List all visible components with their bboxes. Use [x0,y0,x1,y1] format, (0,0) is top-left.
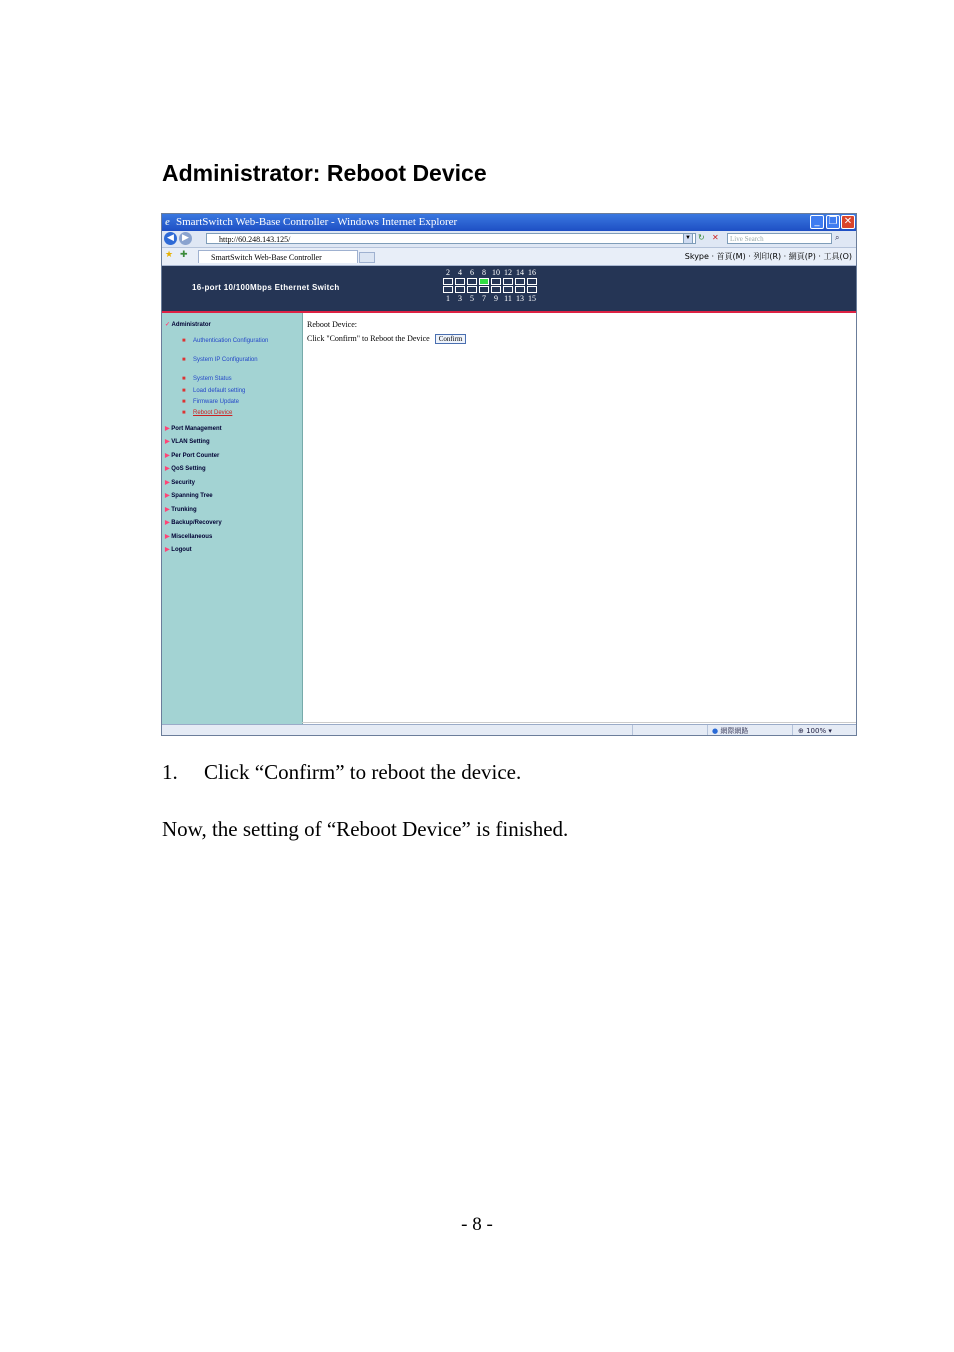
banner-title: 16-port 10/100Mbps Ethernet Switch [192,283,340,292]
arrow-icon: ▶ [165,547,170,553]
port-number: 11 [504,294,512,303]
port-number: 1 [446,294,450,303]
port-icon [503,278,513,285]
port-number: 3 [458,294,462,303]
sidebar-section-logout[interactable]: ▶ Logout [165,547,192,553]
bottom-port-row [442,286,538,293]
page-heading: Administrator: Reboot Device [162,160,487,186]
arrow-icon: ▶ [165,520,170,526]
maximize-button[interactable]: ❐ [826,215,840,229]
close-button[interactable]: ✕ [841,215,855,229]
new-tab-button[interactable] [359,252,375,263]
bullet-icon: ■ [182,357,186,363]
zoom-level[interactable]: ⊕ 100% ▾ [798,727,832,735]
browser-tab[interactable]: SmartSwitch Web-Base Controller [198,250,358,263]
stop-icon[interactable]: ✕ [712,233,719,242]
port-number: 2 [446,268,450,277]
favorites-star-icon[interactable]: ★ [165,250,174,260]
arrow-icon: ▶ [165,453,170,459]
top-port-row [442,278,538,285]
sidebar-section-miscellaneous[interactable]: ▶ Miscellaneous [165,534,213,540]
sidebar-item-reboot-device[interactable]: ■ Reboot Device [182,410,233,416]
refresh-icon[interactable]: ↻ [698,233,705,242]
ie-icon: e [165,216,170,228]
bottom-port-numbers [442,294,538,303]
address-input[interactable]: http://60.248.143.125/ [206,233,696,244]
port-icon [527,286,537,293]
status-divider [632,725,633,736]
port-number: 15 [528,294,536,303]
step-text: Click “Confirm” to reboot the device. [204,760,522,784]
arrow-icon: ▶ [165,507,170,513]
port-number: 5 [470,294,474,303]
sidebar-section-per-port-counter[interactable]: ▶ Per Port Counter [165,453,220,459]
port-number: 16 [528,268,536,277]
back-button[interactable]: ◀ [164,232,177,245]
page-number: - 8 - [461,1214,493,1235]
bullet-icon: ■ [182,376,186,382]
forward-button[interactable]: ▶ [179,232,192,245]
port-icon [503,286,513,293]
check-icon: ✓ [165,322,171,328]
reboot-instruction: Click "Confirm" to Reboot the Device [307,334,430,343]
window-titlebar [162,214,856,231]
port-icon [455,286,465,293]
port-icon [491,278,501,285]
sidebar-section-vlan[interactable]: ▶ VLAN Setting [165,439,210,445]
port-icon [527,278,537,285]
bullet-icon: ■ [182,410,186,416]
port-icon [443,278,453,285]
tab-bar [162,248,856,266]
port-icon [491,286,501,293]
top-port-numbers [442,268,538,277]
port-number: 14 [516,268,524,277]
sidebar-item-load-default[interactable]: ■ Load default setting [182,388,246,394]
arrow-icon: ▶ [165,493,170,499]
command-bar[interactable]: Skype · 首頁(M) · 列印(R) · 網頁(P) · 工具(O) [684,252,852,261]
content-title: Reboot Device: [307,320,357,329]
sidebar [162,313,303,724]
sidebar-section-spanning-tree[interactable]: ▶ Spanning Tree [165,493,213,499]
port-icon [515,286,525,293]
bullet-icon: ■ [182,388,186,394]
sidebar-section-port-management[interactable]: ▶ Port Management [165,426,222,432]
search-input[interactable]: Live Search [727,233,832,244]
port-icon [479,286,489,293]
port-icon [467,278,477,285]
sidebar-item-system-ip[interactable]: ■ System IP Configuration [182,357,258,363]
minimize-button[interactable]: _ [810,215,824,229]
status-bar [162,724,856,736]
address-bar-row [162,231,856,248]
port-number: 10 [492,268,500,277]
address-dropdown-icon[interactable]: ▼ [683,233,693,244]
port-number: 6 [470,268,474,277]
sidebar-item-firmware-update[interactable]: ■ Firmware Update [182,399,240,405]
reboot-instruction-line [307,334,466,344]
port-number: 9 [494,294,498,303]
arrow-icon: ▶ [165,534,170,540]
port-panel [442,268,538,303]
bullet-icon: ■ [182,338,186,344]
browser-screenshot [161,213,857,736]
port-number: 8 [482,268,486,277]
sidebar-section-security[interactable]: ▶ Security [165,480,195,486]
port-icon [515,278,525,285]
arrow-icon: ▶ [165,480,170,486]
completion-note: Now, the setting of “Reboot Device” is finished. [162,817,569,841]
sidebar-item-system-status[interactable]: ■ System Status [182,376,232,382]
port-icon [455,278,465,285]
internet-zone: ● 網際網路 [712,727,749,735]
sidebar-section-qos[interactable]: ▶ QoS Setting [165,466,206,472]
bullet-icon: ■ [182,399,186,405]
arrow-icon: ▶ [165,439,170,445]
confirm-button[interactable]: Confirm [435,334,467,344]
port-active-icon [479,278,489,285]
port-number: 13 [516,294,524,303]
step-1 [162,760,521,785]
arrow-icon: ▶ [165,466,170,472]
search-icon[interactable]: ⌕ [835,233,840,242]
sidebar-item-authentication[interactable]: ■ Authentication Configuration [182,338,269,344]
sidebar-section-trunking[interactable]: ▶ Trunking [165,507,197,513]
port-number: 12 [504,268,512,277]
window-title: SmartSwitch Web-Base Controller - Windows Internet Explorer [176,216,458,228]
status-divider [707,725,708,736]
status-divider [792,725,793,736]
content-bottom-border [302,722,857,723]
port-number: 4 [458,268,462,277]
step-number: 1. [162,760,178,784]
switch-banner [162,266,856,311]
globe-icon: ● [712,727,719,735]
sidebar-section-administrator[interactable]: ✓ Administrator [165,322,211,328]
port-number: 7 [482,294,486,303]
add-favorite-icon[interactable]: ✚ [180,250,188,260]
arrow-icon: ▶ [165,426,170,432]
sidebar-section-backup-recovery[interactable]: ▶ Backup/Recovery [165,520,222,526]
port-icon [443,286,453,293]
port-icon [467,286,477,293]
